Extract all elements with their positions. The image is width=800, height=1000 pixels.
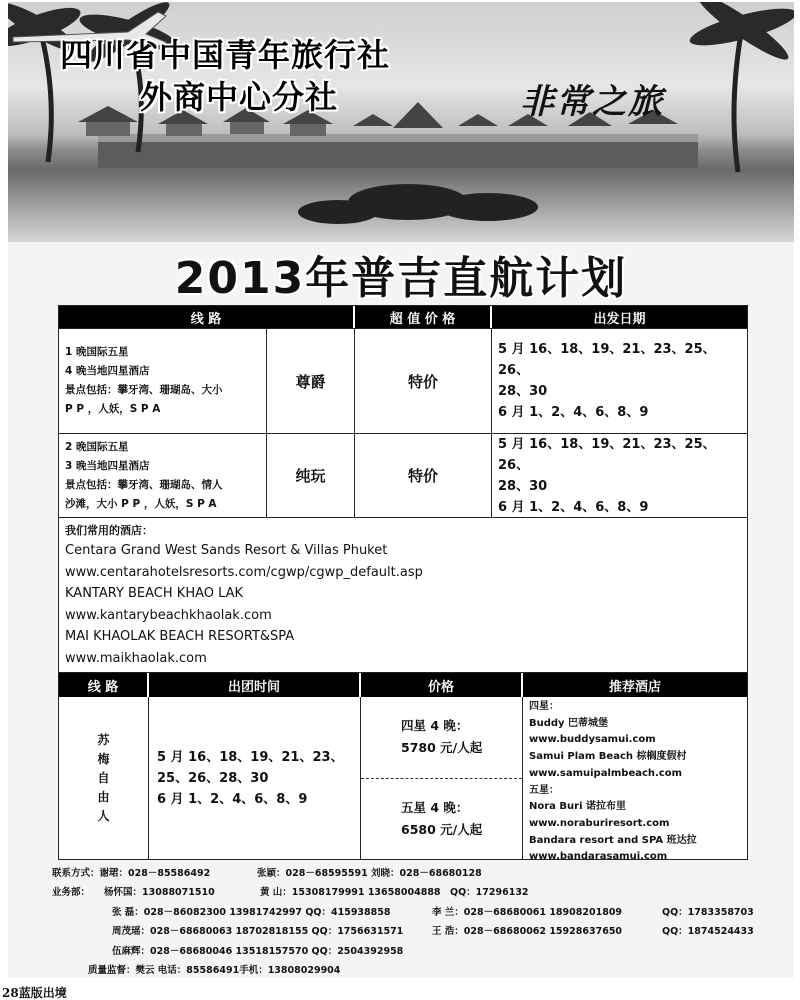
table-header (59, 306, 747, 328)
price-cell: 特价 (355, 434, 492, 517)
table-header (59, 673, 747, 697)
route-line: 沙滩，大小 P P ，人妖，S P A (65, 497, 217, 510)
date-line: 25、26、28、30 (157, 770, 269, 786)
route-char: 人 (97, 808, 110, 823)
date-line: 6 月 1、2、4、6、8、9 (157, 791, 308, 807)
hotel-line: 四星： (529, 701, 559, 712)
date-line: 6 月 1、2、4、6、8、9 (498, 405, 649, 420)
contact-entry: 杨怀国：13088071510 (104, 887, 215, 899)
contact-entry: QQ：17296132 (450, 887, 529, 899)
hotels-label: 我们常用的酒店： (65, 524, 153, 537)
contact-entry: 王 浩：028－68680062 15928637650 (432, 926, 623, 938)
date-line: 28、30 (498, 384, 548, 399)
hotel-url: www.centarahotelsresorts.com/cgwp/cgwp_default.asp (65, 564, 423, 580)
hotel-url: www.kantarybeachkhaolak.com (65, 607, 272, 623)
route-line: 景点包括：攀牙湾、珊瑚岛、情人 (65, 478, 223, 491)
tier-cell: 尊爵 (267, 329, 355, 433)
contact-entry: 质量监督：樊云 电话：85586491手机：13808029904 (88, 964, 341, 976)
contact-row (52, 961, 792, 978)
hotel-line: www.bandarasamui.com (529, 851, 668, 863)
hotel-line: www.samuipalmbeach.com (529, 767, 683, 779)
hotels-section (59, 517, 747, 676)
hotel-name: KANTARY BEACH KHAO LAK (65, 586, 244, 602)
price-cell (361, 697, 523, 859)
phuket-tour-table (58, 305, 748, 677)
hotel-line: www.noraburiresort.com (529, 817, 670, 829)
hotel-line: Bandara resort and SPA 班达拉 (529, 834, 697, 846)
table-row (59, 433, 747, 517)
contact-entry: 李 兰：028－68680061 18908201809 (432, 906, 623, 918)
advertisement-page (8, 2, 794, 978)
route-char: 自 (97, 770, 110, 785)
contact-row (52, 903, 792, 922)
contact-entry: 黄 山：15308179991 13658004888 (260, 887, 441, 899)
date-line: 28、30 (498, 478, 548, 494)
recommended-hotels-cell (523, 697, 747, 863)
date-line: 5 月 16、18、19、21、23、25、26、 (498, 342, 716, 378)
header-photo (8, 2, 794, 242)
main-title: 2013年普吉直航计划 (174, 253, 628, 304)
date-line: 5 月 16、18、19、21、23、 (157, 749, 344, 765)
header-dates: 出发日期 (593, 311, 646, 327)
route-char: 由 (97, 789, 110, 804)
price-value: 6580 元/人起 (401, 821, 483, 837)
table-row (59, 697, 747, 863)
hotel-line: 五星： (529, 784, 559, 796)
date-line: 6 月 1、2、4、6、8、9 (498, 499, 649, 515)
price-four-star (361, 697, 522, 779)
contact-entry: 张颖：028－68595591 刘晓：028－68680128 (257, 868, 482, 879)
slogan: 非常之旅 (520, 82, 664, 122)
header-route: 线 路 (59, 673, 149, 697)
contact-entry: 张 磊：028－86082300 13981742997 QQ：415938858 (112, 906, 391, 918)
header-price: 超 值 价 格 (355, 306, 492, 328)
contact-entry: 周茂瑶：028－68680063 18702818155 QQ：1756631571 (112, 926, 404, 938)
route-cell (59, 697, 149, 859)
table-row (59, 328, 747, 433)
tier-cell: 纯玩 (267, 434, 355, 517)
price-five-star (361, 779, 522, 860)
route-line: 4 晚当地四星酒店 (65, 365, 150, 377)
samui-tour-table (58, 672, 748, 863)
route-line: 2 晚国际五星 (65, 440, 129, 453)
price-label: 五星 4 晚： (401, 799, 469, 815)
page-label: 28蓝版出境 (2, 986, 67, 1000)
hotel-url: www.maikhaolak.com (65, 650, 207, 666)
hotel-line: www.buddysamui.com (529, 734, 656, 746)
branch-name: 外商中心分社 (140, 78, 339, 116)
contact-entry: 业务部： (52, 887, 91, 899)
contact-row (52, 942, 792, 961)
route-line: P P ，人妖，S P A (65, 403, 161, 415)
contact-row (52, 883, 792, 902)
route-line: 景点包括：攀牙湾、珊瑚岛、大小 (65, 384, 223, 396)
header-route: 线 路 (59, 306, 355, 328)
route-line: 3 晚当地四星酒店 (65, 459, 150, 472)
contact-info (52, 864, 792, 978)
date-line: 5 月 16、18、19、21、23、25、26、 (498, 436, 716, 473)
route-line: 1 晚国际五星 (65, 346, 129, 358)
price-cell: 特价 (355, 329, 492, 433)
agency-name: 四川省中国青年旅行社 (60, 36, 391, 74)
contact-row (52, 922, 792, 941)
hotel-name: MAI KHAOLAK BEACH RESORT&SPA (65, 629, 295, 645)
hotel-name: Centara Grand West Sands Resort & Villas Phuket (65, 543, 388, 558)
price-label: 四星 4 晚： (401, 718, 469, 734)
route-cell (59, 329, 267, 433)
header-price: 价格 (361, 673, 523, 697)
route-char: 苏 (97, 732, 110, 747)
route-char: 梅 (97, 751, 110, 766)
header-hotels: 推荐酒店 (608, 679, 661, 695)
contact-entry: QQ：1783358703 (662, 906, 754, 918)
contact-row (52, 864, 792, 883)
dates-cell (492, 434, 747, 517)
hotel-line: Samui Plam Beach 棕榈度假村 (529, 751, 687, 763)
route-cell (59, 434, 267, 517)
dates-cell (492, 329, 747, 433)
contact-entry: QQ：1874524433 (662, 926, 754, 938)
price-value: 5780 元/人起 (401, 740, 483, 756)
header-departure: 出团时间 (149, 673, 361, 697)
hotel-line: Buddy 巴蒂城堡 (529, 717, 609, 729)
hotel-line: Nora Buri 诺拉布里 (529, 801, 626, 813)
contact-entry: 伍麻辉：028－68680046 13518157570 QQ：2504392958 (112, 945, 404, 957)
contact-entry: 联系方式：谢珺：028－85586492 (52, 868, 211, 879)
dates-cell (149, 697, 361, 859)
